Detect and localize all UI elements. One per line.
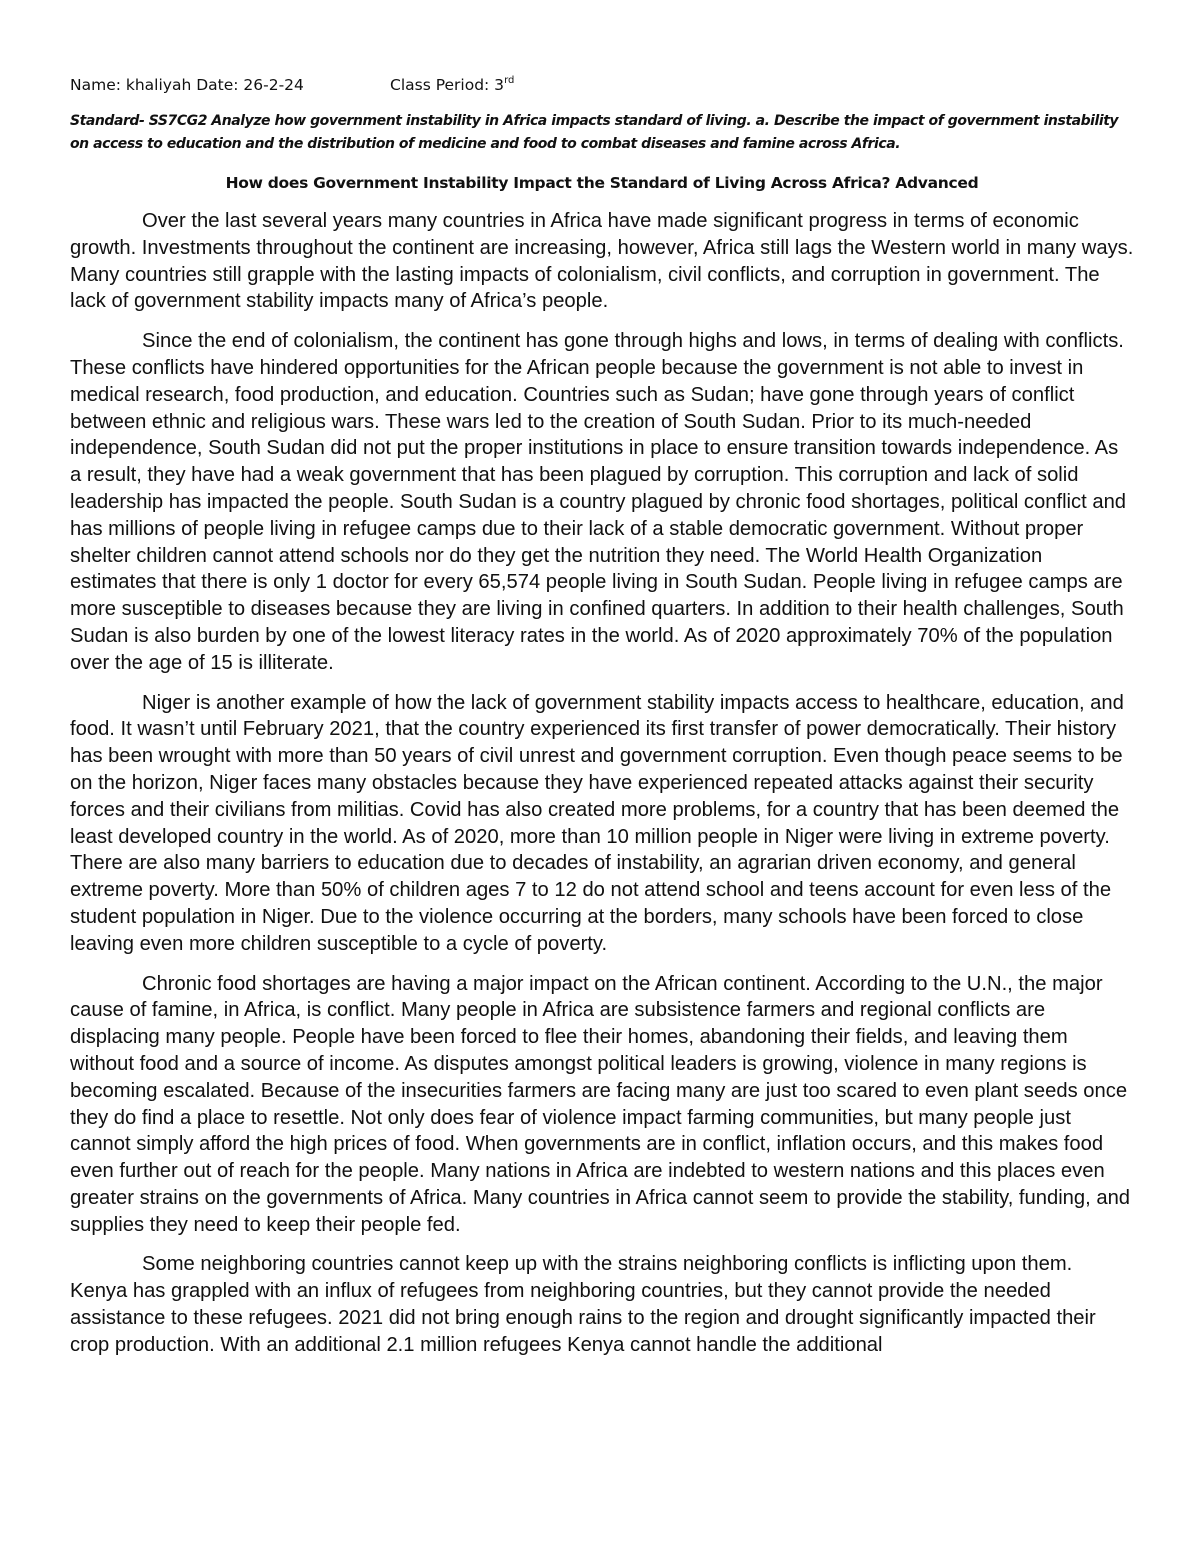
paragraph: Chronic food shortages are having a major impact on the African continent. According to the U.N., the major cause of famine, in Africa, is conflict. Many people in Africa are subsistence farmers and regional conflicts are displacing many people. People have been forced to flee their homes, abandoning their fields, and leaving them without food and a source of income. As disputes amongst political leaders is growing, violence in many regions is becoming escalated. Because of the insecurities farmers are facing many are just too scared to even plant seeds once they do find a place to resettle. Not only does fear of violence impact farming communities, but many people just cannot simply afford the high prices of food. When governments are in conflict, inflation occurs, and this makes food even further out of reach for the people. Many nations in Africa are indebted to western nations and this places even greater strains on the governments of Africa. Many countries in Africa cannot seem to provide the stability, funding, and supplies they need to keep their people fed. (70, 972, 1131, 1236)
paragraph: Over the last several years many countries in Africa have made significant progress in terms of economic growth. Investments throughout the continent are increasing, however, Africa still lags the Western world in many ways. Many countries still grapple with the lasting impacts of colonialism, civil conflicts, and corruption in government. The lack of government stability impacts many of Africa’s people. (70, 210, 1134, 313)
class-period-field (390, 72, 514, 98)
document-title: How does Government Instability Impact the Standard of Living Across Africa? Advanced (225, 174, 979, 192)
paragraph: Niger is another example of how the lack of government stability impacts access to healthcare, education, and food. It wasn’t until February 2021, that the country experienced its first transfer of power democratically. Their history has been wrought with more than 50 years of civil unrest and government corruption. Even though peace seems to be on the horizon, Niger faces many obstacles because they have experienced repeated attacks against their security forces and their civilians from militias. Covid has also created more problems, for a country that has been deemed the least developed country in the world. As of 2020, more than 10 million people in Niger were living in extreme poverty. There are also many barriers to education due to decades of instability, an agrarian driven economy, and general extreme poverty. More than 50% of children ages 7 to 12 do not attend school and teens account for even less of the student population in Niger. Due to the violence occurring at the borders, many schools have been forced to close leaving even more children susceptible to a cycle of poverty. (70, 691, 1124, 955)
document-page (70, 72, 1134, 1372)
paragraph: Since the end of colonialism, the continent has gone through highs and lows, in terms of dealing with conflicts. These conflicts have hindered opportunities for the African people because the government is not able to invest in medical research, food production, and education. Countries such as Sudan; have gone through years of conflict between ethnic and religious wars. These wars led to the creation of South Sudan. Prior to its much-needed independence, South Sudan did not put the proper institutions in place to ensure transition towards independence. As a result, they have had a weak government that has been plagued by corruption. This corruption and lack of solid leadership has impacted the people. South Sudan is a country plagued by chronic food shortages, political conflict and has millions of people living in refugee camps due to their lack of a stable democratic government. Without proper shelter children cannot attend schools nor do they get the nutrition they need. The World Health Organization estimates that there is only 1 doctor for every 65,574 people living in South Sudan. People living in refugee camps are more susceptible to diseases because they are living in confined quarters. In addition to their health challenges, South Sudan is also burden by one of the lowest literacy rates in the world. As of 2020 approximately 70% of the population over the age of 15 is illiterate. (70, 330, 1127, 674)
paragraph: Some neighboring countries cannot keep up with the strains neighboring conflicts is inflicting upon them. Kenya has grappled with an influx of refugees from neighboring countries, but they cannot provide the needed assistance to these refugees. 2021 did not bring enough rains to the region and drought significantly impacted their crop production. With an additional 2.1 million refugees Kenya cannot handle the additional (70, 1253, 1096, 1356)
class-period-suffix: rd (504, 75, 515, 86)
class-period-label: Class Period: 3 (390, 76, 505, 94)
standard-statement: Standard- SS7CG2 Analyze how government instability in Africa impacts standard of living. a. Describe the impact of government instability on access to education and the distribution of medicine and food to combat diseases and famine across Africa. (70, 113, 1119, 152)
body-text (70, 208, 1134, 1359)
name-date-field: Name: khaliyah Date: 26-2-24 (70, 76, 304, 94)
student-info-line (70, 72, 1134, 98)
